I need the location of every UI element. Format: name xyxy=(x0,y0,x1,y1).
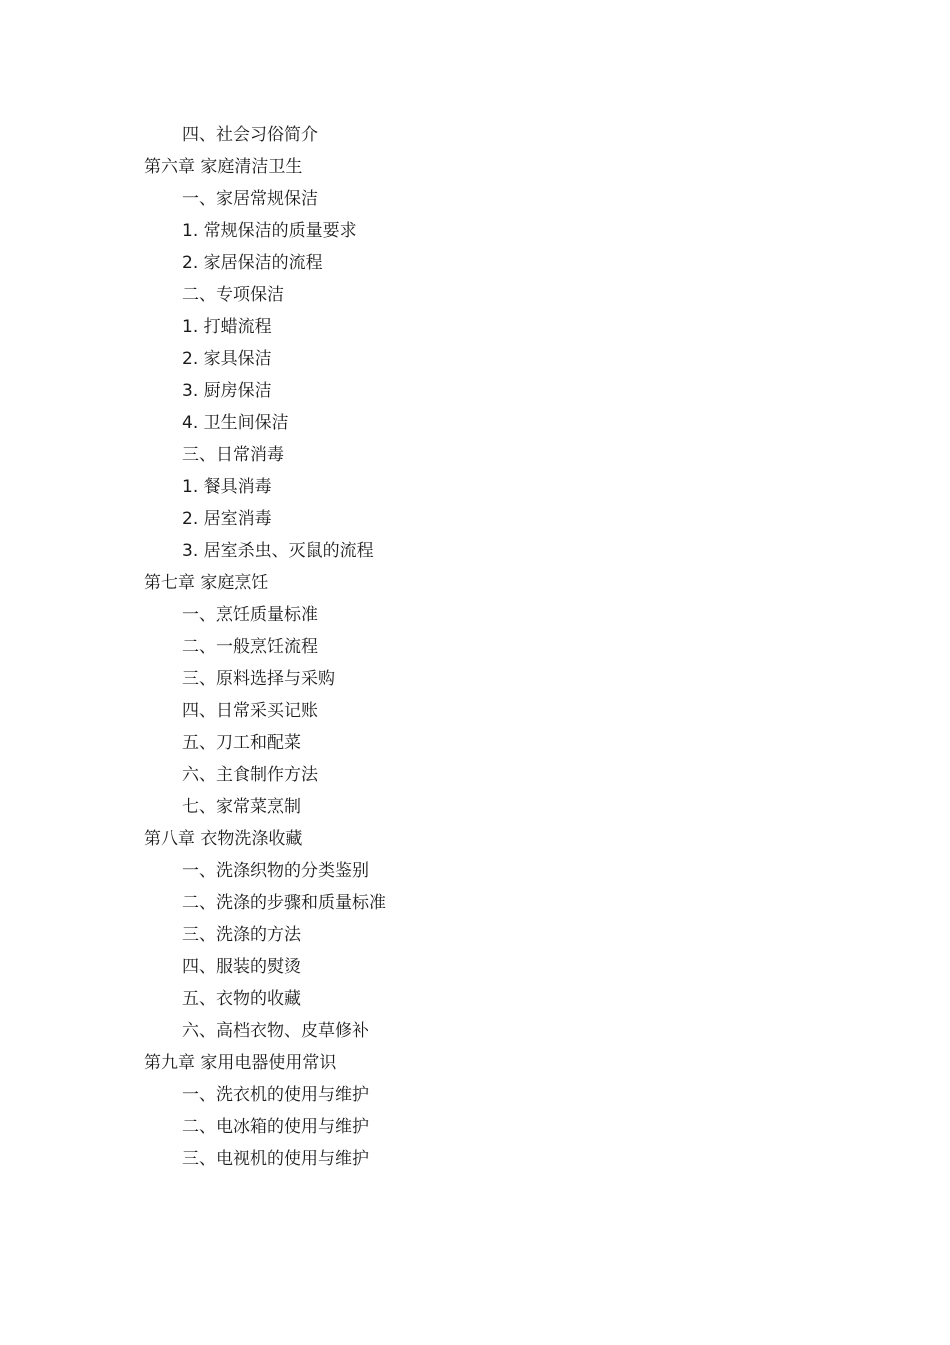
toc-section-line: 三、原料选择与采购 xyxy=(182,669,335,689)
toc-section-line: 四、服装的熨烫 xyxy=(182,957,301,977)
toc-section-line: 一、家居常规保洁 xyxy=(182,189,318,209)
toc-section-line: 三、日常消毒 xyxy=(182,445,284,465)
toc-item-line: 3. 居室杀虫、灭鼠的流程 xyxy=(182,541,374,561)
toc-chapter-line: 第七章 家庭烹饪 xyxy=(144,573,269,593)
toc-section-line: 二、洗涤的步骤和质量标准 xyxy=(182,893,386,913)
toc-section-line: 七、家常菜烹制 xyxy=(182,797,301,817)
toc-item-line: 1. 餐具消毒 xyxy=(182,477,272,497)
toc-section-line: 六、高档衣物、皮草修补 xyxy=(182,1021,369,1041)
toc-item-line: 2. 居室消毒 xyxy=(182,509,272,529)
toc-section-line: 一、洗衣机的使用与维护 xyxy=(182,1085,369,1105)
toc-section-line: 一、烹饪质量标准 xyxy=(182,605,318,625)
toc-section-line: 一、洗涤织物的分类鉴别 xyxy=(182,861,369,881)
table-of-contents xyxy=(0,119,950,1175)
toc-item-line: 4. 卫生间保洁 xyxy=(182,413,289,433)
toc-section-line: 五、刀工和配菜 xyxy=(182,733,301,753)
toc-section-line: 二、一般烹饪流程 xyxy=(182,637,318,657)
toc-item-line: 2. 家具保洁 xyxy=(182,349,272,369)
toc-section-line: 四、社会习俗简介 xyxy=(182,125,318,145)
toc-section-line: 六、主食制作方法 xyxy=(182,765,318,785)
toc-section-line: 二、电冰箱的使用与维护 xyxy=(182,1117,369,1137)
toc-chapter-line: 第六章 家庭清洁卫生 xyxy=(144,157,303,177)
toc-section-line: 三、电视机的使用与维护 xyxy=(182,1149,369,1169)
toc-chapter-line: 第八章 衣物洗涤收藏 xyxy=(144,829,303,849)
toc-item-line: 1. 打蜡流程 xyxy=(182,317,272,337)
toc-chapter-line: 第九章 家用电器使用常识 xyxy=(144,1053,337,1073)
toc-item-line: 2. 家居保洁的流程 xyxy=(182,253,323,273)
toc-section-line: 二、专项保洁 xyxy=(182,285,284,305)
toc-section-line: 五、衣物的收藏 xyxy=(182,989,301,1009)
toc-section-line: 三、洗涤的方法 xyxy=(182,925,301,945)
toc-item-line: 3. 厨房保洁 xyxy=(182,381,272,401)
toc-section-line: 四、日常采买记账 xyxy=(182,701,318,721)
toc-item-line: 1. 常规保洁的质量要求 xyxy=(182,221,357,241)
